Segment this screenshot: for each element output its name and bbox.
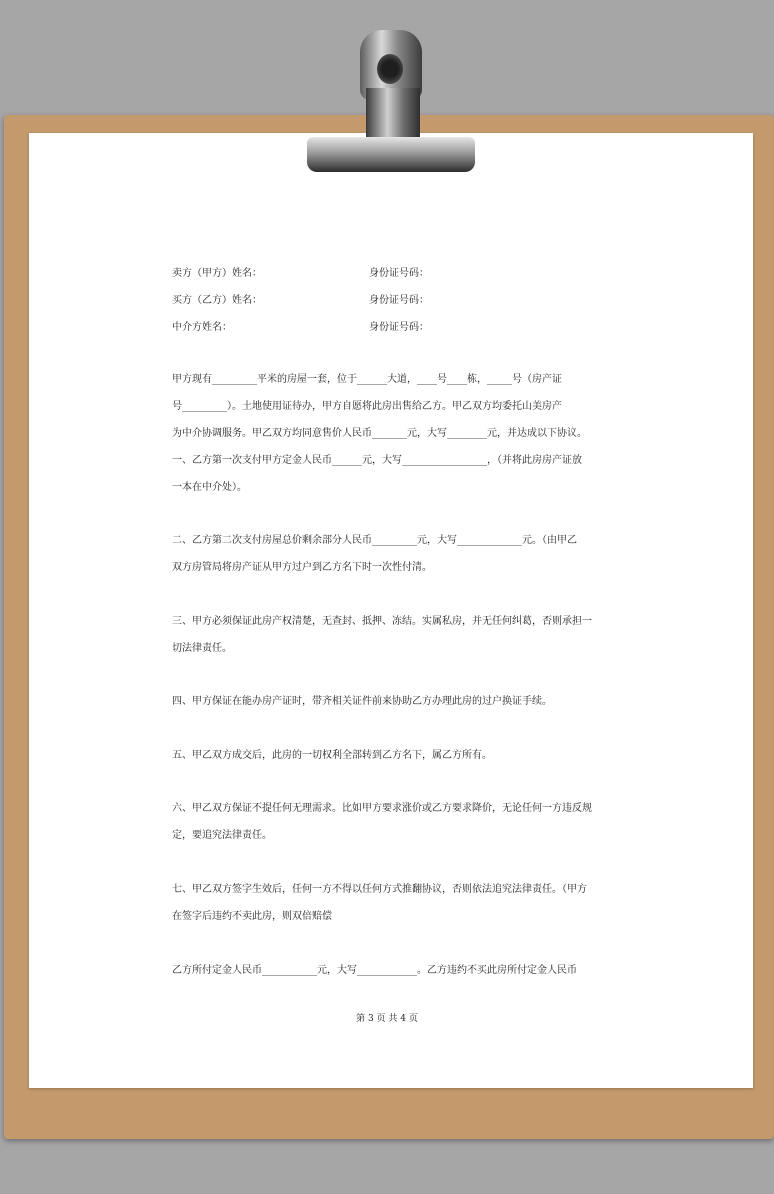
clause-line: 二、乙方第二次支付房屋总价剩余部分人民币_________元，大写_____________元。（由甲乙	[172, 535, 577, 546]
page-number: 第 3 页 共 4 页	[356, 1014, 418, 1024]
clause-line: 定，要追究法律责任。	[172, 830, 272, 841]
clause-line: 在签字后违约不卖此房，则双倍赔偿	[172, 911, 332, 922]
clause-line: 乙方所付定金人民币___________元，大写____________。乙方违约不买此房所付定金人民币	[172, 965, 577, 976]
clause-4	[172, 688, 604, 715]
clause-6	[172, 795, 604, 849]
intro-line: 为中介协调服务。甲乙双方均同意售价人民币_______元，大写________元，并达成以下协议。	[172, 428, 587, 439]
buyer-name-label: 买方（乙方）姓名：	[172, 295, 262, 306]
seller-id-label: 身份证号码：	[369, 268, 429, 279]
clause-line: 五、甲乙双方成交后，此房的一切权利全部转到乙方名下，属乙方所有。	[172, 750, 492, 761]
clause-line: 四、甲方保证在能办房产证时，带齐相关证件前来协助乙方办理此房的过户换证手续。	[172, 696, 552, 707]
binder-clip	[307, 137, 475, 172]
clause-2	[172, 527, 604, 581]
intro-paragraph	[172, 366, 604, 501]
clause-line: 双方房管局将房产证从甲方过户到乙方名下时一次性付清。	[172, 562, 432, 573]
buyer-row	[172, 291, 429, 306]
seller-name-label: 卖方（甲方）姓名：	[172, 268, 262, 279]
clause-7	[172, 876, 604, 930]
clause-line: 六、甲乙双方保证不提任何无理需求。比如甲方要求涨价或乙方要求降价，无论任何一方违反规	[172, 803, 592, 814]
agent-row	[172, 318, 429, 333]
clause-line: 七、甲乙双方签字生效后，任何一方不得以任何方式推翻协议，否则依法追究法律责任。（甲方	[172, 884, 587, 895]
clip-neck	[366, 88, 420, 140]
agent-name-label: 中介方姓名：	[172, 322, 232, 333]
intro-line: 甲方现有_________平米的房屋一套，位于______大道，____号____栋，_____号（房产证	[172, 374, 562, 385]
clause-line: 切法律责任。	[172, 643, 232, 654]
intro-line: 一、乙方第一次支付甲方定金人民币______元，大写_________________，（并将此房房产证放	[172, 455, 582, 466]
buyer-id-label: 身份证号码：	[369, 295, 429, 306]
clause-deposit	[172, 957, 604, 984]
clause-3	[172, 608, 604, 662]
intro-line: 号_________）。土地使用证待办，甲方自愿将此房出售给乙方。甲乙双方均委托山美房产	[172, 401, 562, 412]
clause-line: 三、甲方必须保证此房产权清楚，无查封、抵押、冻结。实属私房，并无任何纠葛，否则承担一	[172, 616, 592, 627]
seller-row	[172, 264, 429, 279]
clause-5	[172, 742, 604, 769]
intro-line: 一本在中介处）。	[172, 482, 247, 493]
agent-id-label: 身份证号码：	[369, 322, 429, 333]
clip-hole	[377, 54, 403, 84]
